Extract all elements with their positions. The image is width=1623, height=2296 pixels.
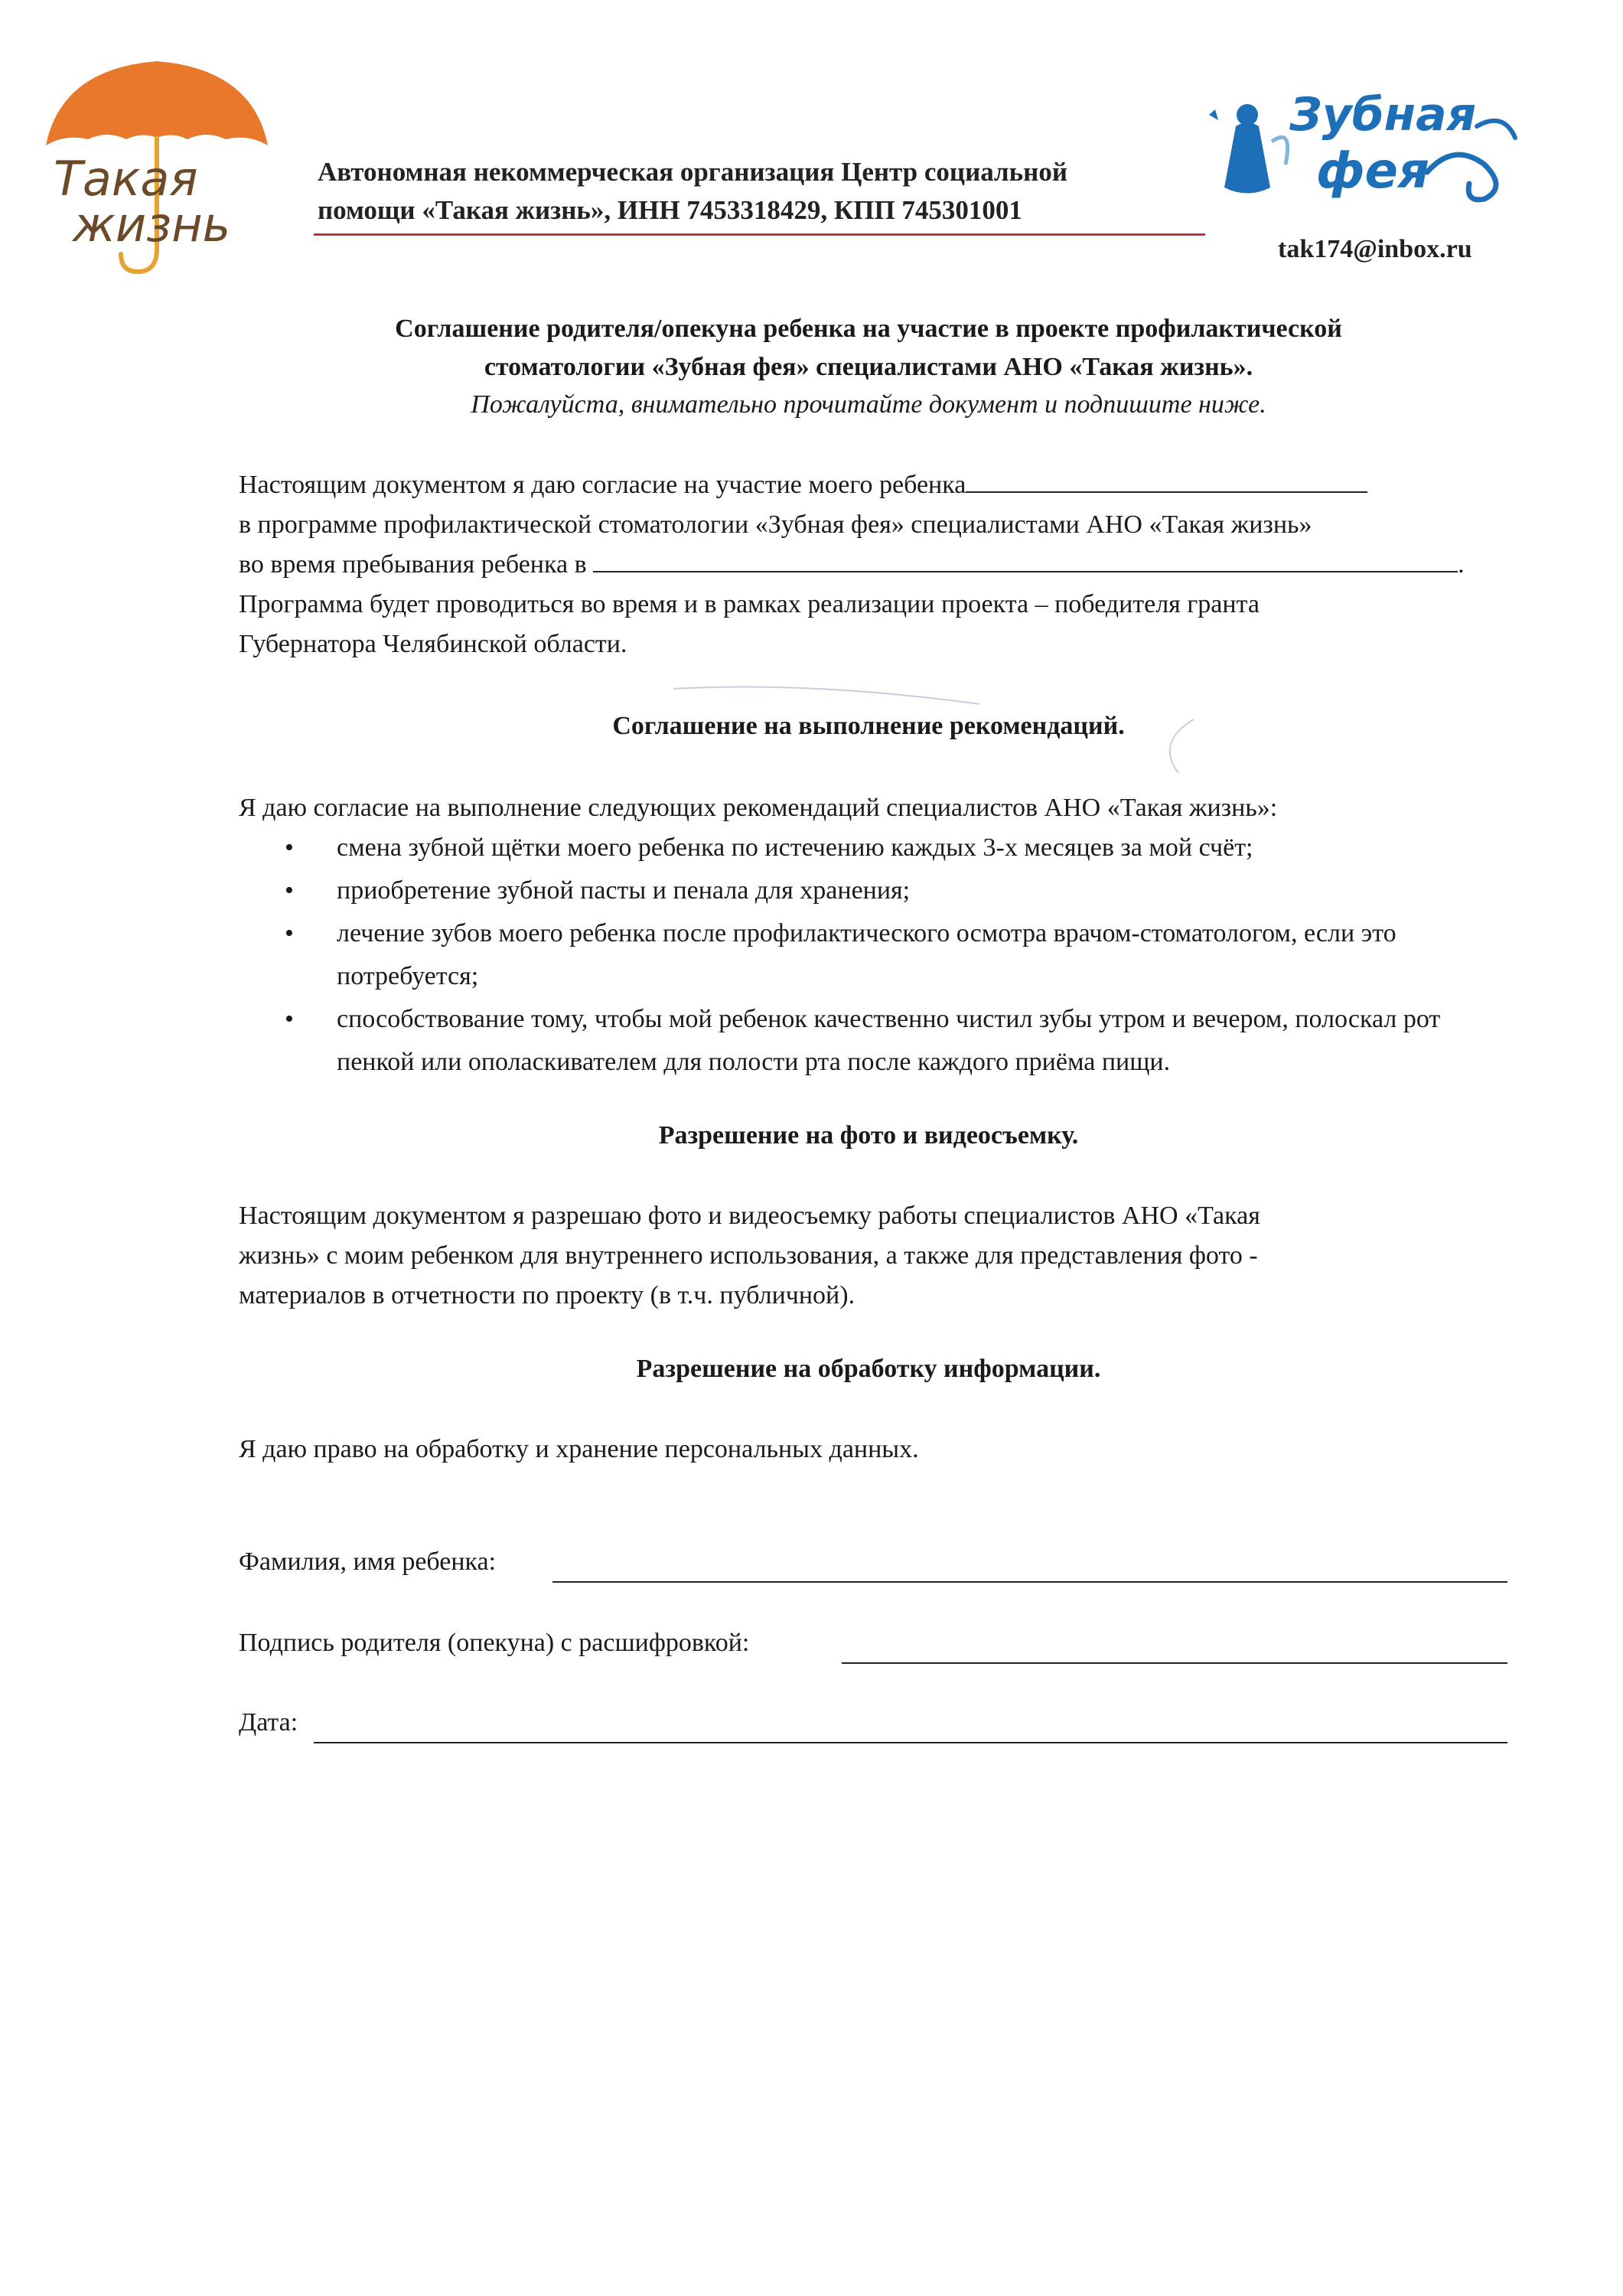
info-permission-heading: Разрешение на обработку информации. [636,1355,1101,1383]
consent-line4: Программа будет проводиться во время и в рамках реализации проекта – победителя гранта [239,590,1260,618]
recommendations-list [275,827,1507,1084]
org-email: tak174@inbox.ru [1278,235,1472,263]
svg-text:жизнь: жизнь [73,197,231,253]
parent-signature-field[interactable] [842,1662,1507,1664]
child-name-blank[interactable] [966,465,1367,493]
photo-line3: материалов в отчетности по проекту (в т.ч. публичной). [239,1281,855,1309]
org-name-line2: помощи «Такая жизнь», ИНН 7453318429, КПП 745301001 [318,195,1022,225]
parent-signature-label: Подпись родителя (опекуна) с расшифровкой: [239,1629,750,1657]
list-item: • приобретение зубной пасты и пенала для хранения; [275,869,1507,912]
umbrella-logo-icon [31,54,283,283]
stay-place-blank[interactable] [593,545,1458,572]
consent-line1: Настоящим документом я даю согласие на участие моего ребенка [239,465,1505,505]
recommendations-heading: Соглашение на выполнение рекомендаций. [612,712,1125,740]
list-item: • смена зубной щётки моего ребенка по истечению каждых 3-х месяцев за мой счёт; [275,827,1507,869]
svg-text:фея: фея [1316,143,1429,200]
photo-permission-heading: Разрешение на фото и видеосъемку. [658,1121,1079,1150]
child-name-label: Фамилия, имя ребенка: [239,1548,497,1576]
photo-line1: Настоящим документом я разрешаю фото и видеосъемку работы специалистов АНО «Такая [239,1202,1260,1230]
tooth-fairy-logo-icon [1201,73,1523,226]
photo-line2: жизнь» с моим ребенком для внутреннего использования, а также для представления фото - [239,1241,1258,1270]
consent-line3: во время пребывания ребенка в . [239,545,1505,585]
info-text: Я даю право на обработку и хранение персональных данных. [239,1435,919,1463]
consent-line2: в программе профилактической стоматологии «Зубная фея» специалистами АНО «Такая жизнь» [239,510,1312,539]
document-subtitle: Пожалуйста, внимательно прочитайте документ и подпишите ниже. [471,390,1266,419]
list-item: • способствование тому, чтобы мой ребенок качественно чистил зубы утром и вечером, полоскал рот пенкой или ополаскивателем для полости рта после каждого приёма пищи. [275,998,1507,1084]
header-rule [314,233,1205,236]
recommendations-intro: Я даю согласие на выполнение следующих рекомендаций специалистов АНО «Такая жизнь»: [239,794,1278,822]
org-name-line1: Автономная некоммерческая организация Центр социальной [318,157,1068,187]
svg-text:Зубная: Зубная [1289,88,1477,142]
list-item: • лечение зубов моего ребенка после профилактического осмотра врачом-стоматологом, если это потребуется; [275,912,1507,998]
scan-smudge-icon [658,673,1194,827]
consent-line5: Губернатора Челябинской области. [239,630,627,658]
child-name-field[interactable] [552,1581,1507,1583]
document-title-line1: Соглашение родителя/опекуна ребенка на участие в проекте профилактической [395,315,1342,343]
date-label: Дата: [239,1708,298,1737]
svg-text:Такая: Такая [54,151,198,207]
date-field[interactable] [314,1742,1507,1743]
document-title-line2: стоматологии «Зубная фея» специалистами АНО «Такая жизнь». [484,353,1253,381]
